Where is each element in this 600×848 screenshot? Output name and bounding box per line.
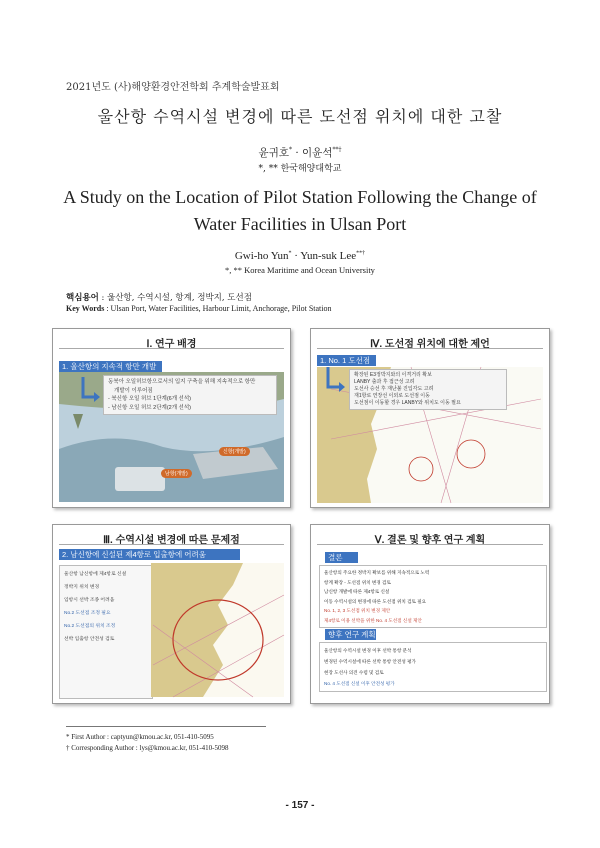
panel2-chart-map bbox=[311, 329, 549, 507]
footnote-corresponding-author: † Corresponding Author : lys@kmou.ac.kr, 051-410-5098 bbox=[66, 744, 229, 752]
korean-authors bbox=[0, 145, 600, 160]
author1-mark: * bbox=[288, 146, 292, 154]
english-affiliation: *, ** Korea Maritime and Ocean University bbox=[225, 265, 375, 275]
line: 제4항로 이용 선박을 위한 No. 4 도선점 신설 제안 bbox=[324, 617, 422, 623]
arrow-head bbox=[339, 382, 345, 392]
keywords-kr-label: 핵심용어 bbox=[66, 293, 99, 303]
panel2-title: Ⅳ. 도선점 위치에 대한 제언 bbox=[370, 339, 490, 350]
panel2-arrow bbox=[325, 367, 347, 397]
keywords-kr-text: : 울산항, 수역시설, 항계, 정박지, 도선점 bbox=[98, 293, 252, 303]
panel1-subtitle: 1. 울산항의 지속적 항만 개발 bbox=[59, 361, 162, 372]
future-work-box bbox=[319, 642, 547, 692]
line: No. 4 도선점 신설 이후 안전성 평가 bbox=[324, 681, 395, 686]
bullet: No.2 도선점의 위치 조정 bbox=[64, 624, 116, 629]
aerial-tanks bbox=[115, 467, 165, 491]
author2-mark: **† bbox=[332, 146, 342, 154]
bullet: 선박 입출항 안전성 검토 bbox=[64, 637, 115, 642]
english-title: A Study on the Location of Pilot Station Following the Change of Water Facilities in Ulsan Port bbox=[63, 187, 537, 234]
arrow-line bbox=[83, 377, 95, 397]
panel4-subtitle-future: 향후 연구 계획 bbox=[325, 629, 376, 640]
panel1-bullets bbox=[103, 375, 277, 415]
bullet: 도선사 승선 후 재난불 진입각도 고려 bbox=[354, 386, 434, 392]
keywords-english bbox=[66, 304, 332, 313]
korean-title: 울산항 수역시설 변경에 따른 도선점 위치에 대한 고찰 bbox=[97, 107, 503, 126]
bullet: 동북아 오일허브항으로서의 입지 구축을 위해 지속적으로 항만 bbox=[108, 379, 256, 385]
arrow-line bbox=[328, 367, 340, 387]
panel3-title: Ⅲ. 수역시설 변경에 따른 문제점 bbox=[103, 535, 240, 546]
panel4-title: Ⅴ. 결론 및 향후 연구 계획 bbox=[374, 535, 486, 546]
keywords-en-label: Key Words bbox=[66, 304, 105, 313]
panel1-arrow bbox=[80, 377, 100, 407]
bullet: 개발이 이루어짐 bbox=[114, 387, 153, 394]
panel-problems bbox=[52, 524, 291, 704]
author-sep: · bbox=[291, 147, 302, 159]
page-number: - 157 - bbox=[285, 800, 315, 811]
bullet: 도선점이 이동할 경우 LANBY와 위치도 이동 필요 bbox=[354, 400, 461, 406]
line: 현장 도선사 의견 수렴 및 검토 bbox=[324, 670, 384, 675]
label-north-port: 남항(개발) bbox=[161, 469, 192, 478]
author2: 이윤석 bbox=[302, 147, 333, 159]
bullet: - 남신항 오일 허브 2단계(2개 선석) bbox=[108, 404, 192, 411]
line: 항계 확장 - 도선점 위치 변경 검토 bbox=[324, 579, 391, 585]
en-author1: Gwi-ho Yun bbox=[234, 250, 289, 262]
panel-pilot-station-proposal bbox=[310, 328, 550, 508]
arrow-head bbox=[94, 392, 100, 402]
en-author-sep: · bbox=[291, 250, 301, 262]
conference-header: 2021년도 (사)해양환경안전학회 추계학술발표회 bbox=[66, 82, 280, 93]
en-author1-mark: * bbox=[288, 250, 292, 257]
line: 이동 수역시설의 변경에 따른 도선점 위치 검토 필요 bbox=[324, 598, 427, 604]
keywords-en-text: : Ulsan Port, Water Facilities, Harbour Limit, Anchorage, Pilot Station bbox=[104, 304, 332, 313]
footnotes bbox=[66, 732, 228, 754]
bullet: No.2 도선점 조정 필요 bbox=[64, 611, 111, 616]
line: 남신항 개발에 따른 제4항로 신설 bbox=[324, 589, 390, 594]
panel-conclusion bbox=[310, 524, 550, 704]
bullet: 정박지 위치 변경 bbox=[64, 585, 100, 590]
en-author2-mark: **† bbox=[356, 250, 366, 257]
footnote-divider bbox=[66, 726, 266, 727]
panel-research-background bbox=[52, 328, 291, 508]
panel3-chart-map bbox=[53, 525, 290, 703]
author1: 윤귀호 bbox=[258, 147, 289, 159]
english-authors bbox=[0, 250, 600, 262]
panel1-illustration bbox=[53, 329, 290, 507]
bullet: 재1항로 연장선 이외로 도선점 이동 bbox=[354, 393, 430, 399]
keywords-korean bbox=[66, 291, 252, 303]
bullet: - 북신항 오일 허브 1단계(6개 선석) bbox=[108, 396, 192, 402]
bullet: 확장된 E3정박지와의 이격거리 확보 bbox=[354, 372, 432, 378]
panel3-subtitle: 2. 남신항에 신설된 제4항로 입출항에 어려움 bbox=[59, 549, 240, 560]
bullet: 입항시 선박 조종 어려움 bbox=[64, 598, 115, 603]
line: 울산항의 수역시설 변경 이후 선박 통항 분석 bbox=[324, 648, 412, 653]
conclusion-box bbox=[319, 565, 547, 628]
line: 울산항의 주요한 정박지 확보를 위해 지속적으로 노력 bbox=[324, 570, 430, 575]
panel2-bullets bbox=[349, 369, 507, 410]
label-new-port: 신항(개발) bbox=[219, 447, 250, 456]
panel2-subtitle: 1. No. 1 도선점 bbox=[317, 355, 376, 366]
bullet: 울산항 남신항에 제4항로 신설 bbox=[64, 572, 127, 577]
panel4-divider bbox=[317, 544, 543, 545]
bullet: LANBY 출과 후 접근성 고려 bbox=[354, 379, 415, 385]
panel1-title: Ⅰ. 연구 배경 bbox=[146, 339, 197, 350]
panel4-subtitle-conclusion: 결론 bbox=[325, 552, 358, 563]
korean-affiliation: *, ** 한국해양대학교 bbox=[258, 164, 342, 174]
line: No. 1, 2, 3 도선점 위치 변경 제안 bbox=[324, 608, 391, 613]
line: 변경된 수역시설에 따른 선박 통항 안전성 평가 bbox=[324, 659, 416, 664]
footnote-first-author: * First Author : captyun@kmou.ac.kr, 051-410-5095 bbox=[66, 733, 214, 741]
en-author2: Yun-suk Lee bbox=[300, 250, 357, 262]
